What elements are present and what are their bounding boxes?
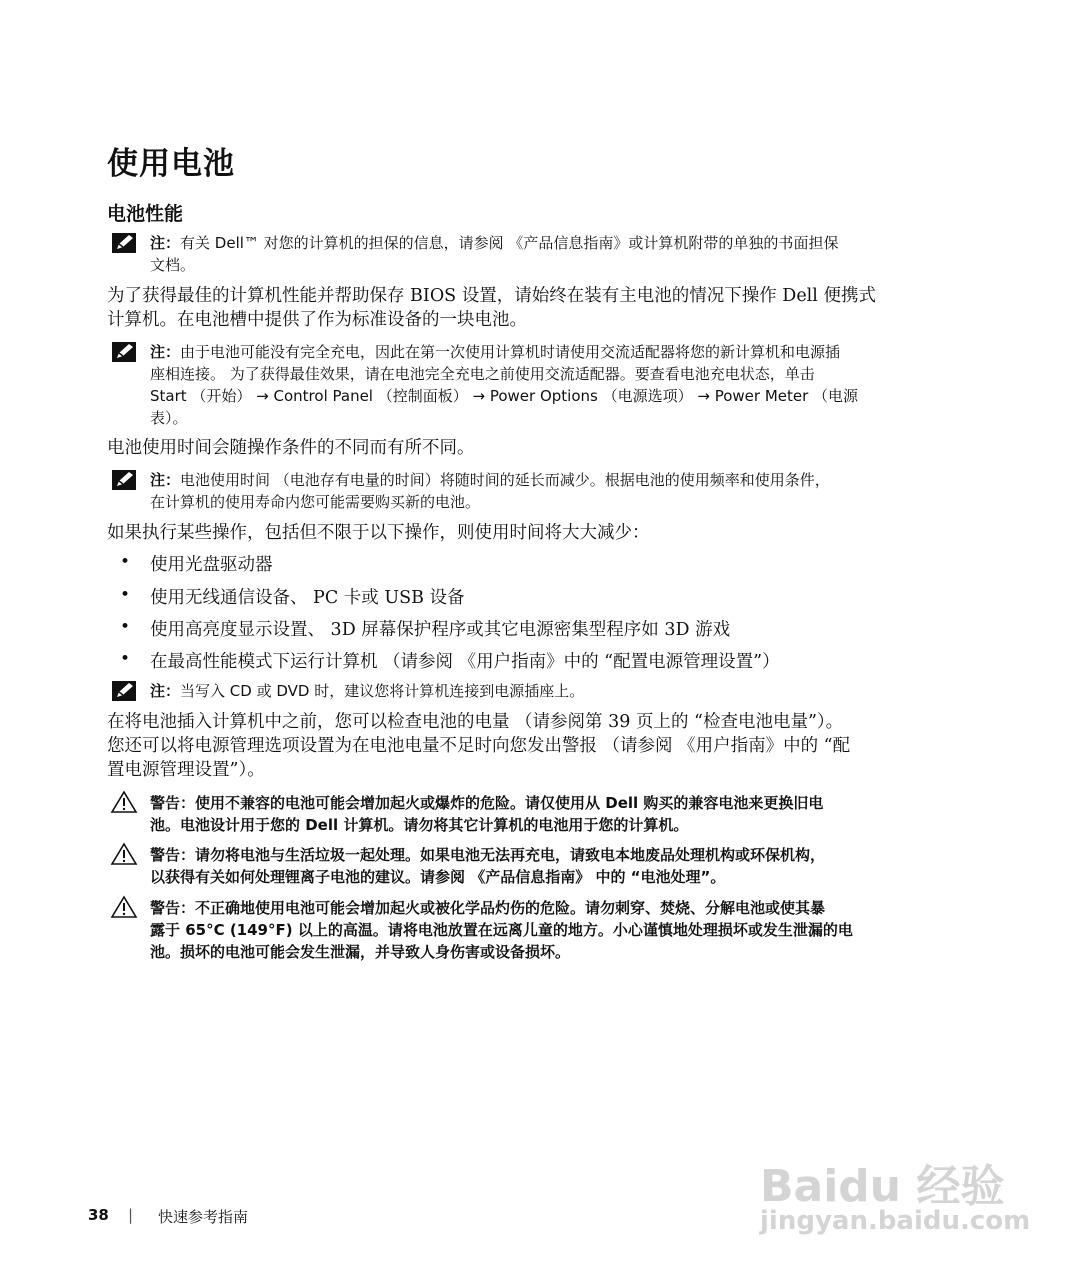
footer-title: 快速参考指南: [158, 1208, 249, 1226]
pencil-note-icon: [112, 233, 136, 253]
note-1: 注：有关 Dell™ 对您的计算机的担保的信息，请参阅 《产品信息指南》或计算机附带的单独的书面担保 文档。: [150, 232, 970, 276]
baidu-watermark-logo: Baidu 经验: [760, 1161, 1005, 1212]
warning-triangle-icon: [110, 790, 138, 814]
note-3: 注：电池使用时间 （电池存有电量的时间）将随时间的延长而减少。根据电池的使用频率和使用条件， 在计算机的使用寿命内您可能需要购买新的电池。: [150, 469, 970, 513]
pencil-note-icon: [112, 342, 136, 362]
bullet-icon: •: [120, 585, 131, 605]
list-item: 使用光盘驱动器: [150, 555, 273, 575]
warning-3: 警告：不正确地使用电池可能会增加起火或被化学品灼伤的危险。请勿刺穿、焚烧、分解电池或使其暴 露于 65°C (149°F) 以上的高温。请将电池放置在远离儿童的地方。小心谨慎地处理损坏或发生泄漏的电 池。损坏的电池可能会发生泄漏，并导致人身伤害或设备损坏。: [150, 897, 970, 963]
paragraph-1: 为了获得最佳的计算机性能并帮助保存 BIOS 设置，请始终在装有主电池的情况下操作 Dell 便携式 计算机。在电池槽中提供了作为标准设备的一块电池。: [107, 286, 876, 330]
bullet-icon: •: [120, 617, 131, 637]
list-item: 在最高性能模式下运行计算机 （请参阅 《用户指南》中的 “配置电源管理设置”）: [150, 652, 780, 672]
pencil-note-icon: [112, 681, 136, 701]
note-2: 注：由于电池可能没有完全充电，因此在第一次使用计算机时请使用交流适配器将您的新计算机和电源插 座相连接。 为了获得最佳效果，请在电池完全充电之前使用交流适配器。要查看电池充电状态，单击 Start （开始） → Control Panel （控制面板） → Power Options （电源选项） → Power Meter （电源 表）。: [150, 341, 970, 429]
warning-2: 警告：请勿将电池与生活垃圾一起处理。如果电池无法再充电，请致电本地废品处理机构或环保机构， 以获得有关如何处理锂离子电池的建议。请参阅 《产品信息指南》 中的 “电池处理”。: [150, 844, 970, 888]
paragraph-4: 在将电池插入计算机中之前，您可以检查电池的电量 （请参阅第 39 页上的 “检查电池电量”）。 您还可以将电源管理选项设置为在电池电量不足时向您发出警报 （请参阅 《用户指南》中的 “配 置电源管理设置”）。: [107, 712, 851, 780]
warning-triangle-icon: [110, 842, 138, 866]
bullet-icon: •: [120, 649, 131, 669]
baidu-watermark-url: jingyan.baidu.com: [760, 1206, 1031, 1236]
page-title: 使用电池: [107, 146, 235, 182]
list-item: 使用无线通信设备、 PC 卡或 USB 设备: [150, 588, 465, 608]
bullet-icon: •: [120, 552, 131, 572]
footer-divider: |: [128, 1206, 134, 1224]
list-item: 使用高亮度显示设置、 3D 屏幕保护程序或其它电源密集型程序如 3D 游戏: [150, 620, 731, 640]
note-4: 注：当写入 CD 或 DVD 时，建议您将计算机连接到电源插座上。: [150, 680, 970, 702]
section-heading: 电池性能: [107, 203, 184, 225]
warning-triangle-icon: [110, 895, 138, 919]
pencil-note-icon: [112, 470, 136, 490]
page-number: 38: [88, 1206, 109, 1224]
paragraph-3: 如果执行某些操作，包括但不限于以下操作，则使用时间将大大减少：: [107, 523, 650, 543]
warning-1: 警告：使用不兼容的电池可能会增加起火或爆炸的危险。请仅使用从 Dell 购买的兼容电池来更换旧电 池。电池设计用于您的 Dell 计算机。请勿将其它计算机的电池用于您的计算机。: [150, 792, 970, 836]
paragraph-2: 电池使用时间会随操作条件的不同而有所不同。: [107, 438, 475, 458]
